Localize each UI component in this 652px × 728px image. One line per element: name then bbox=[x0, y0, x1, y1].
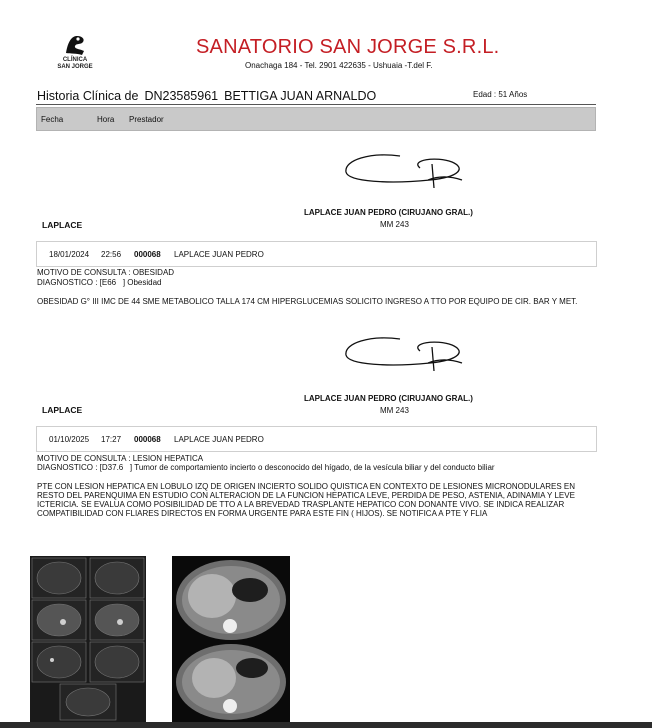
clinic-address: Onachaga 184 - Tel. 2901 422635 - Ushuaia -T.del F. bbox=[245, 61, 433, 70]
history-title bbox=[37, 89, 376, 103]
entry-2-diagnostico-text: ] Tumor de comportamiento incierto o desconocido del hígado, de la vesícula biliar y del conducto biliar bbox=[129, 463, 495, 472]
signature-icon bbox=[340, 150, 470, 190]
entry-1-motivo: MOTIVO DE CONSULTA : OBESIDAD bbox=[37, 268, 175, 277]
entry-1-date: 18/01/2024 bbox=[49, 250, 90, 259]
column-fecha: Fecha bbox=[41, 115, 64, 124]
entry-2-doctor-full: LAPLACE JUAN PEDRO (CIRUJANO GRAL.) bbox=[304, 394, 473, 403]
patient-doc-id: DN23585961 bbox=[144, 89, 219, 103]
entry-1-row bbox=[36, 241, 597, 267]
column-hora: Hora bbox=[97, 115, 115, 124]
entry-2-motivo: MOTIVO DE CONSULTA : LESION HEPATICA bbox=[37, 454, 204, 463]
entry-1-diagnostico-code: DIAGNOSTICO : [E66 bbox=[37, 278, 117, 287]
entry-2-matricula: MM 243 bbox=[380, 406, 409, 415]
patient-name: BETTIGA JUAN ARNALDO bbox=[224, 89, 377, 103]
logo-text-clinica: CLÍNICA bbox=[62, 57, 88, 63]
entry-1-diagnostico bbox=[37, 278, 162, 287]
entry-1-doctor-short: LAPLACE bbox=[42, 220, 83, 230]
clinic-name: SANATORIO SAN JORGE S.R.L. bbox=[196, 36, 500, 58]
entry-1-notes: OBESIDAD G° III IMC DE 44 SME METABOLICO TALLA 174 CM HIPERGLUCEMIAS SOLICITO INGRESO A TTO POR EQUIPO DE CIR. BAR Y MET. bbox=[37, 297, 578, 306]
mri-image-grid bbox=[30, 556, 146, 722]
entry-2-diagnostico-code: DIAGNOSTICO : [D37.6 bbox=[37, 463, 124, 472]
header-divider bbox=[36, 104, 596, 105]
entry-1-doctor-full: LAPLACE JUAN PEDRO (CIRUJANO GRAL.) bbox=[304, 208, 473, 217]
entry-2-doctor-short: LAPLACE bbox=[42, 405, 83, 415]
column-header-bar bbox=[36, 107, 596, 131]
column-prestador: Prestador bbox=[129, 115, 164, 124]
history-title-label: Historia Clínica de bbox=[37, 89, 139, 103]
bottom-bar bbox=[0, 722, 652, 728]
san-jorge-logo-icon bbox=[62, 33, 88, 57]
entry-1-code: 000068 bbox=[134, 250, 161, 259]
entry-1-prestador: LAPLACE JUAN PEDRO bbox=[174, 250, 264, 259]
patient-age: Edad : 51 Años bbox=[473, 90, 528, 99]
entry-2-time: 17:27 bbox=[101, 435, 122, 444]
entry-1-diagnostico-text: ] Obesidad bbox=[122, 278, 162, 287]
clinic-logo bbox=[48, 33, 102, 71]
ct-image-scans bbox=[172, 556, 290, 722]
entry-2-notes: PTE CON LESION HEPATICA EN LOBULO IZQ DE ORIGEN INCIERTO SOLIDO QUISTICA EN CONTEXTO DE LESIONES MICRONODULARES EN RESTO DEL PARENQUIMA EN ESTUDIO CON ALTERACION DE LA FUNCION HEPATICA LEVE, PERDIDA DE PESO, ASTENIA, ADINAMIA Y LEVE ICTERICIA. SE EVALUA COMO POSIBILIDAD DE TTO A LA BREVEDAD TRASPLANTE HEPATICO CON DONANTE VIVO. SE INDICA REALIZAR COMPATIBILIDAD CON FLIARES DIRECTOS EN FORMA URGENTE PARA ESTE FIN ( HIJOS). SE NOTIFICA A PTE Y FLIA bbox=[37, 482, 576, 518]
entry-1-time: 22:56 bbox=[101, 250, 122, 259]
entry-2-date: 01/10/2025 bbox=[49, 435, 90, 444]
entry-2-diagnostico bbox=[37, 463, 495, 472]
signature-icon bbox=[340, 333, 470, 373]
entry-2-code: 000068 bbox=[134, 435, 161, 444]
logo-text-san-jorge: SAN JORGE bbox=[57, 64, 93, 70]
entry-2-prestador: LAPLACE JUAN PEDRO bbox=[174, 435, 264, 444]
entry-2-row bbox=[36, 426, 597, 452]
entry-1-matricula: MM 243 bbox=[380, 220, 409, 229]
